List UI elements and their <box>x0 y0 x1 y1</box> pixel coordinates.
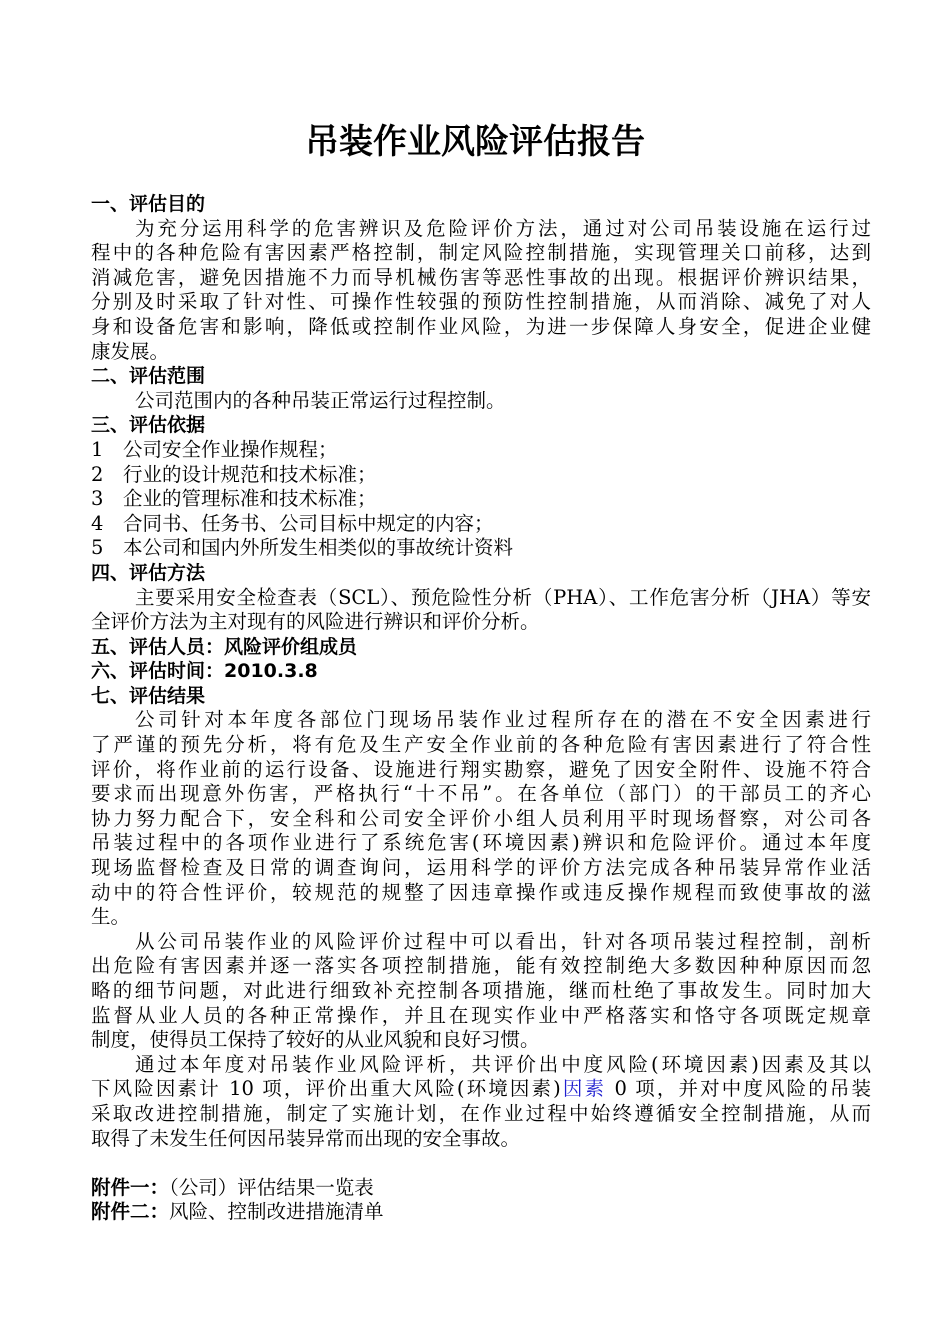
list-number: 4 <box>91 511 104 535</box>
text-span: 下风险因素计 10 项，评价出重大风险(环境因素) <box>91 1077 561 1101</box>
paragraph-line: 取得了未发生任何因吊装异常而出现的安全事故。 <box>91 1126 521 1150</box>
section-heading-purpose: 一、评估目的 <box>91 193 206 215</box>
list-number: 5 <box>91 536 104 560</box>
paragraph-line: 制度，使得员工保持了较好的从业风貌和良好习惯。 <box>91 1028 540 1052</box>
list-text: 公司安全作业操作规程； <box>123 437 338 461</box>
paragraph-line: 要求而出现意外伤害，严格执行“十不吊”。在各单位（部门）的干部员工的齐心 <box>91 782 871 806</box>
list-number: 1 <box>91 437 104 461</box>
paragraph-line: 评价，将作业前的运行设备、设施进行翔实勘察，避免了因安全附件、设施不符合 <box>91 757 871 781</box>
list-item <box>91 438 871 463</box>
paragraph-line: 分别及时采取了针对性、可操作性较强的预防性控制措施，从而消除、减免了对人 <box>91 290 871 314</box>
paragraph-line: 采取改进控制措施，制定了实施计划，在作业过程中始终遵循安全控制措施，从而 <box>91 1101 871 1125</box>
attachment-text: （公司）评估结果一览表 <box>169 1175 374 1199</box>
attachment-label: 附件二： <box>91 1200 170 1224</box>
list-item <box>91 463 871 488</box>
paragraph-line: 生。 <box>91 905 131 929</box>
attachment-label: 附件一： <box>91 1175 170 1199</box>
document-body <box>91 192 871 1225</box>
list-item <box>91 487 871 512</box>
attachment-item <box>91 1176 871 1201</box>
paragraph-line: 吊装过程中的各项作业进行了系统危害(环境因素)辨识和危险评价。通过本年度 <box>91 831 871 855</box>
paragraph-line: 主要采用安全检查表（SCL）、预危险性分析（PHA）、工作危害分析（JHA）等安 <box>135 585 871 609</box>
paragraph-line: 略的细节问题，对此进行细致补充控制各项措施，继而杜绝了事故发生。同时加大 <box>91 979 871 1002</box>
spacer <box>91 1151 871 1176</box>
list-text: 企业的管理标准和技术标准； <box>123 487 377 511</box>
attachment-text: 风险、控制改进措施清单 <box>169 1200 384 1224</box>
list-text: 本公司和国内外所发生相类似的事故统计资料 <box>123 536 514 560</box>
attachment-item <box>91 1200 871 1225</box>
list-item <box>91 512 871 537</box>
section-heading-scope: 二、评估范围 <box>91 365 206 388</box>
paragraph-line: 监督从业人员的各种正常操作，并且在现实作业中严格落实和恪守各项既定规章 <box>91 1003 871 1027</box>
paragraph-line: 程中的各种危险有害因素严格控制，制定风险控制措施，实现管理关口前移，达到 <box>91 241 871 265</box>
document-title: 吊装作业风险评估报告 <box>305 122 645 162</box>
paragraph-line: 协力努力配合下，安全科和公司安全评价小组人员利用平时现场督察，对公司各 <box>91 806 871 830</box>
text-span: 0 项，并对中度风险的吊装 <box>606 1077 871 1101</box>
list-number: 3 <box>91 487 104 511</box>
paragraph-line: 动中的符合性评价，较规范的规整了因违章操作或违反操作规程而致使事故的滋 <box>91 880 871 904</box>
section-heading-results: 七、评估结果 <box>91 684 206 707</box>
paragraph-line: 了严谨的预先分析，将有危及生产安全作业前的各种危险有害因素进行了符合性 <box>91 733 871 757</box>
list-number: 2 <box>91 462 104 486</box>
paragraph-line: 通过本年度对吊装作业风险评析，共评价出中度风险(环境因素)因素及其以 <box>135 1052 871 1076</box>
paragraph-line: 出危险有害因素并逐一落实各项控制措施，能有效控制绝大多数因种种原因而忽 <box>91 954 871 978</box>
paragraph-line <box>91 1077 871 1102</box>
paragraph-line: 公司范围内的各种吊装正常运行过程控制。 <box>135 388 506 412</box>
list-text: 行业的设计规范和技术标准； <box>123 462 377 486</box>
paragraph-line: 消减危害，避免因措施不力而导机械伤害等恶性事故的出现。根据评价辨识结果， <box>91 265 871 289</box>
section-heading-personnel: 五、评估人员：风险评价组成员 <box>91 635 358 658</box>
list-item <box>91 536 871 561</box>
paragraph-line: 为充分运用科学的危害辨识及危险评价方法，通过对公司吊装设施在运行过 <box>135 216 871 240</box>
paragraph-line: 身和设备危害和影响，降低或控制作业风险，为进一步保障人身安全，促进企业健 <box>91 314 871 338</box>
section-heading-method: 四、评估方法 <box>91 561 206 584</box>
paragraph-line: 现场监督检查及日常的调查询问，运用科学的评价方法完成各种吊装异常作业活 <box>91 856 871 880</box>
paragraph-line: 康发展。 <box>91 339 170 363</box>
paragraph-line: 从公司吊装作业的风险评价过程中可以看出，针对各项吊装过程控制，剖析 <box>135 929 871 953</box>
paragraph-line: 全评价方法为主对现有的风险进行辨识和评价分析。 <box>91 610 540 634</box>
list-text: 合同书、任务书、公司目标中规定的内容； <box>123 511 494 535</box>
section-heading-basis: 三、评估依据 <box>91 414 206 437</box>
section-heading-date: 六、评估时间：2010.3.8 <box>91 660 318 683</box>
factor-link[interactable]: 因素 <box>560 1077 607 1101</box>
paragraph-line: 公司针对本年度各部位门现场吊装作业过程所存在的潜在不安全因素进行 <box>135 708 871 732</box>
